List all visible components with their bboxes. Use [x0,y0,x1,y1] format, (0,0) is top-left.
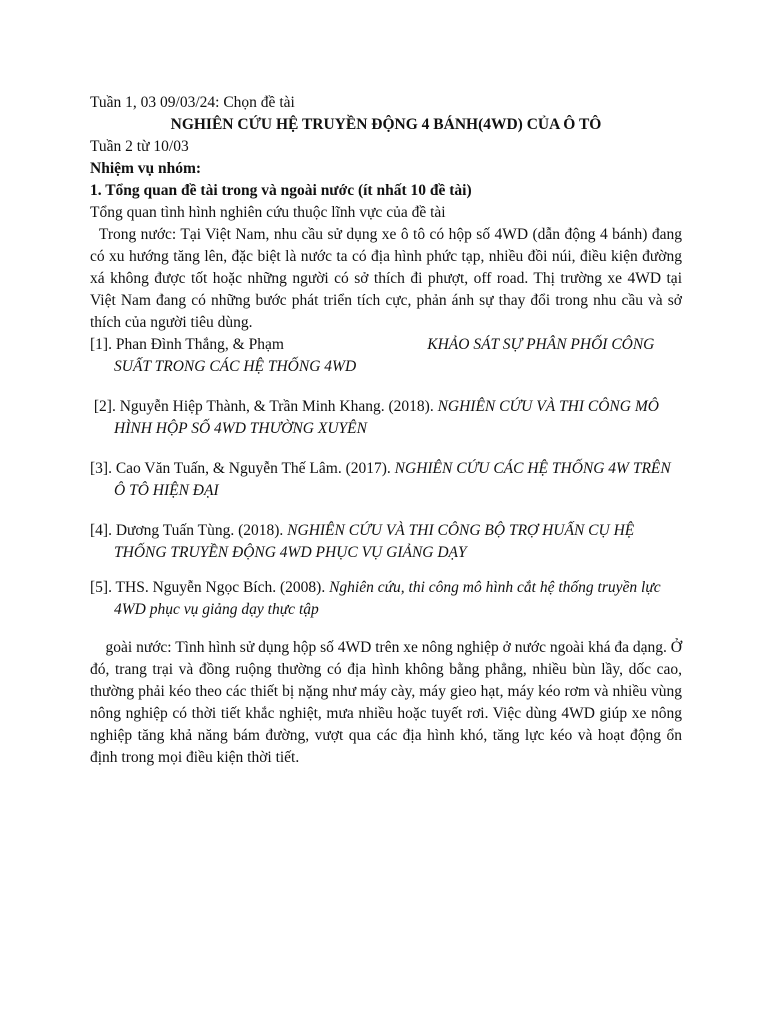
overview-line: Tổng quan tình hình nghiên cứu thuộc lĩnh vực của đề tài [90,204,446,221]
reference-4-authors: [4]. Dương Tuấn Tùng. (2018). [90,522,288,539]
reference-1 [90,334,682,378]
week-2-line: Tuần 2 từ 10/03 [90,138,189,155]
reference-5 [90,577,682,621]
foreign-paragraph: goài nước: Tình hình sử dụng hộp số 4WD trên xe nông nghiệp ở nước ngoài khá đa dạng. Ở đó, trang trại và đồng ruộng thường có địa hình không bằng phẳng, nhiều bùn lầy, dốc cao, thường phải kéo theo các thiết bị nặng như máy cày, máy gieo hạt, máy kéo rơm và nhiều vùng nông nghiệp có thời tiết khắc nghiệt, mưa nhiều hoặc tuyết rơi. Việc dùng 4WD giúp xe nông nghiệp tăng khả năng bám đường, vượt qua các địa hình khó, tăng lực kéo và hoạt động ổn định trong mọi điều kiện thời tiết. [90,639,686,766]
reference-4 [90,520,682,564]
reference-2 [90,396,682,440]
reference-4-title: NGHIÊN CỨU VÀ THI CÔNG BỘ TRỢ HUẤN CỤ HỆ THỐNG TRUYỀN ĐỘNG 4WD PHỤC VỤ GIẢNG DẠY [114,522,635,561]
reference-2-title: NGHIÊN CỨU VÀ THI CÔNG MÔ HÌNH HỘP SỐ 4WD THƯỜNG XUYÊN [114,398,663,437]
reference-3-authors: [3]. Cao Văn Tuấn, & Nguyễn Thế Lâm. (2017). [90,460,395,477]
document-title: NGHIÊN CỨU HỆ TRUYỀN ĐỘNG 4 BÁNH(4WD) CỦA Ô TÔ [170,116,602,133]
reference-1-authors: [1]. Phan Đình Thắng, & Phạm [90,336,428,353]
reference-3-title: NGHIÊN CỨU CÁC HỆ THỐNG 4W TRÊN Ô TÔ HIỆN ĐẠI [114,460,671,499]
week-1-line: Tuần 1, 03 09/03/24: Chọn đề tài [90,94,295,111]
task-heading: Nhiệm vụ nhóm: [90,160,202,177]
reference-2-authors: [2]. Nguyễn Hiệp Thành, & Trần Minh Khang. (2018). [90,398,438,415]
reference-1-title: KHẢO SÁT SỰ PHÂN PHỐI CÔNG SUẤT TRONG CÁC HỆ THỐNG 4WD [114,336,659,375]
document-body [90,92,686,769]
domestic-paragraph: Trong nước: Tại Việt Nam, nhu cầu sử dụng xe ô tô có hộp số 4WD (dẫn động 4 bánh) đang có xu hướng tăng lên, đặc biệt là nước ta có địa hình phức tạp, nhiều đồi núi, điều kiện đường xá không được tốt hoặc những người có sở thích đi phượt, off road. Thị trường xe 4WD tại Việt Nam đang có những bước phát triển tích cực, phản ánh sự thay đổi trong nhu cầu và sở thích của người tiêu dùng. [90,226,686,331]
reference-3 [90,458,682,502]
section-1-heading: 1. Tổng quan đề tài trong và ngoài nước (ít nhất 10 đề tài) [90,182,472,199]
reference-5-title: Nghiên cứu, thi công mô hình cắt hệ thống truyền lực 4WD phục vụ giảng dạy thực tập [114,579,661,618]
reference-5-authors: [5]. THS. Nguyễn Ngọc Bích. (2008). [90,579,330,596]
